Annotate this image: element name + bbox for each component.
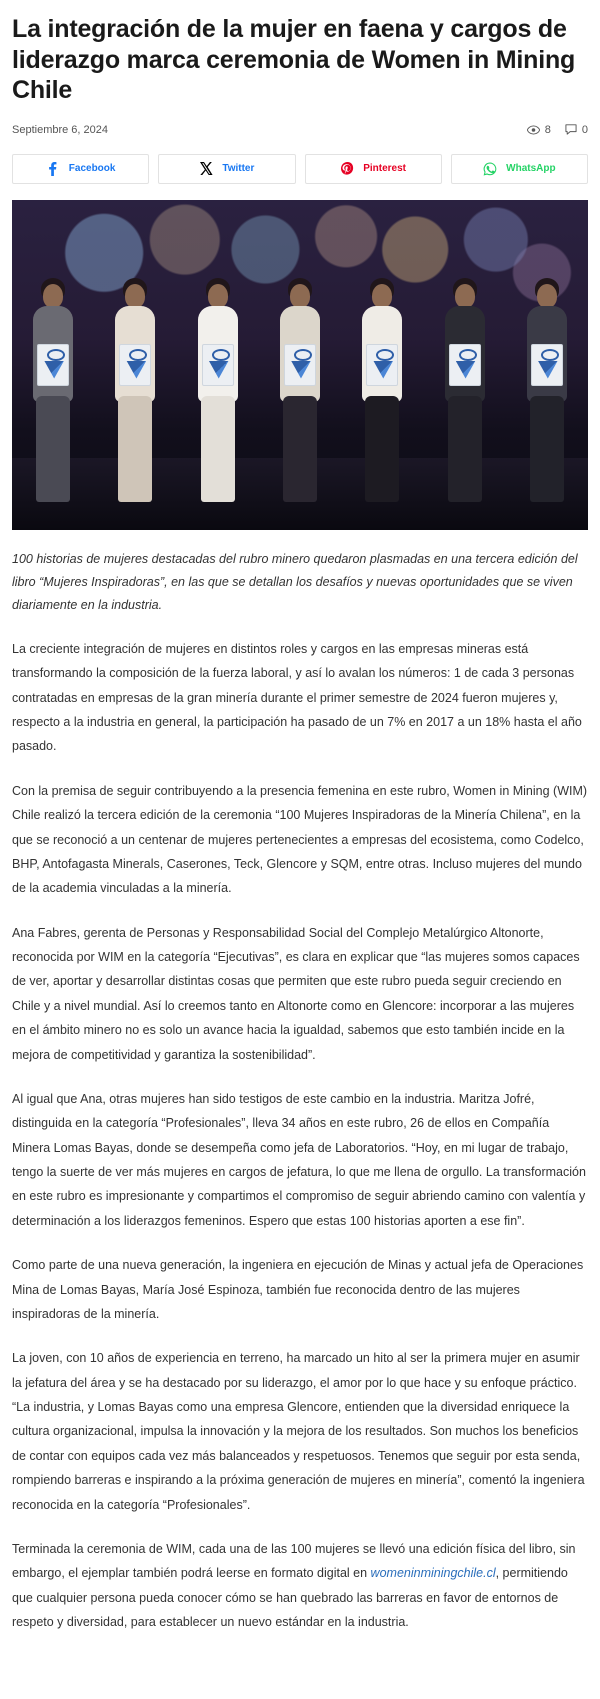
person-figure [267, 278, 333, 508]
person-figure [349, 278, 415, 508]
engagement-stats [527, 124, 588, 136]
article-paragraph: Como parte de una nueva generación, la ingeniera en ejecución de Minas y actual jefa de Operaciones Mina de Lomas Bayas, María José Espinoza, también fue reconocida dentro de las mujeres inspiradoras de la minería. [12, 1258, 584, 1321]
whatsapp-icon [483, 162, 497, 176]
share-twitter-button[interactable] [158, 154, 295, 184]
article-paragraph: Con la premisa de seguir contribuyendo a la presencia femenina en este rubro, Women in Mining (WIM) Chile realizó la tercera edición de la ceremonia “100 Mujeres Inspiradoras de la Minería Chilena”, en la que se reconoció a un centenar de mujeres pertenecientes a empresas del ecosistema, como Codelco, BHP, Antofagasta Minerals, Caserones, Teck, Glencore y SQM, entre otras. Incluso mujeres del mundo de la academia vinculadas a la minería. [12, 783, 588, 896]
share-facebook-label: Facebook [68, 163, 116, 174]
final-paragraph-before-link: Terminada la ceremonia de WIM, cada una de las 100 mujeres se llevó una edición física del libro, sin embargo, el ejemplar también podrá leerse en formato digital en [12, 1541, 576, 1581]
article-paragraph: La creciente integración de mujeres en distintos roles y cargos en las empresas mineras está transformando la composición de la fuerza laboral, y así lo avalan los números: 1 de cada 3 personas contratadas en empresas de la gran minería durante el primer semestre de 2024 fueron mujeres y, respecto a la industria en general, la participación ha pasado de un 7% en 2017 a un 18% hasta el año pasado. [12, 641, 582, 754]
article-final-paragraph [12, 1537, 588, 1635]
hero-award-recipients [12, 258, 588, 508]
image-caption: 100 historias de mujeres destacadas del rubro minero quedaron plasmadas en una tercera edición del libro “Mujeres Inspiradoras”, en las que se detallan los desafíos y nuevas oportunidades que se viven diariamente en la industria. [12, 551, 578, 612]
article-paragraph: Al igual que Ana, otras mujeres han sido testigos de este cambio en la industria. Maritza Jofré, distinguida en la categoría “Profesionales”, lleva 34 años en este rubro, 26 de ellos en Compañía Minera Lomas Bayas, donde se desempeña como jefa de Laboratorios. “Hoy, en mi lugar de trabajo, tengo la suerte de ver más mujeres en cargos de jefatura, lo que me llena de orgullo. La transformación en este rubro es impresionante y compartimos el compromiso de seguir abriendo camino con valentía y determinación a los liderazgos femeninos. Espero que estas 100 historias aporten a ese fin”. [12, 1091, 586, 1228]
person-figure [514, 278, 580, 508]
article-paragraph: Ana Fabres, gerenta de Personas y Responsabilidad Social del Complejo Metalúrgico Altonorte, reconocida por WIM en la categoría “Ejecutivas”, es clara en explicar que “las mujeres somos capaces de ver, aportar y desarrollar distintas cosas que permiten que este rubro pueda seguir creciendo en Chile y a nivel mundial. Así lo creemos tanto en Altonorte como en Glencore: incorporar a las mujeres en el ámbito minero no es solo un avance hacia la igualdad, sabemos que esto también incide en la mejora de competitividad y garantiza la sostenibilidad”. [12, 925, 580, 1062]
womeninminingchile-link[interactable]: womeninminingchile.cl [370, 1566, 496, 1581]
person-figure [432, 278, 498, 508]
view-count [527, 124, 551, 136]
comment-icon [565, 124, 577, 135]
share-pinterest-label: Pinterest [363, 163, 407, 174]
comment-count-value: 0 [581, 123, 588, 136]
article-paragraph: La joven, con 10 años de experiencia en terreno, ha marcado un hito al ser la primera mujer en asumir la jefatura del área y se ha destacado por su liderazgo, el amor por lo que hace y su enfoque práctico. “La industria, y Lomas Bayas como una empresa Glencore, entienden que la diversidad enriquece la cultura organizacional, impulsa la innovación y la mejora de los resultados. Son muchos los beneficios de contar con equipos cada vez más balanceados y respetuosos. Tenemos que seguir por esta senda, rompiendo barreras e inspirando a la próxima generación de mujeres en minería”, comentó la ingeniera reconocida en la categoría “Profesionales”. [12, 1351, 585, 1512]
page-title: La integración de la mujer en faena y cargos de liderazgo marca ceremonia de Women in Mining Chile [12, 15, 576, 104]
share-twitter-label: Twitter [222, 163, 255, 174]
share-pinterest-button[interactable] [305, 154, 442, 184]
view-count-value: 8 [544, 123, 551, 136]
eye-icon [527, 125, 540, 135]
article-meta [12, 124, 588, 136]
share-facebook-button[interactable] [12, 154, 149, 184]
person-figure [20, 278, 86, 508]
person-figure [185, 278, 251, 508]
person-figure [102, 278, 168, 508]
final-paragraph-after-link: , permitiendo que cualquier persona pueda conocer cómo se han quebrado las barreras en favor de entornos de respeto y diversidad, para establecer un nuevo estándar en la industria. [12, 1566, 568, 1629]
twitter-x-icon [199, 162, 213, 176]
share-buttons [12, 154, 588, 184]
pinterest-icon [340, 162, 354, 176]
facebook-icon [46, 162, 60, 176]
publish-date: Septiembre 6, 2024 [12, 123, 109, 136]
article-hero-image [12, 200, 588, 530]
share-whatsapp-button[interactable] [451, 154, 588, 184]
share-whatsapp-label: WhatsApp [506, 163, 556, 174]
comment-count [565, 124, 588, 136]
